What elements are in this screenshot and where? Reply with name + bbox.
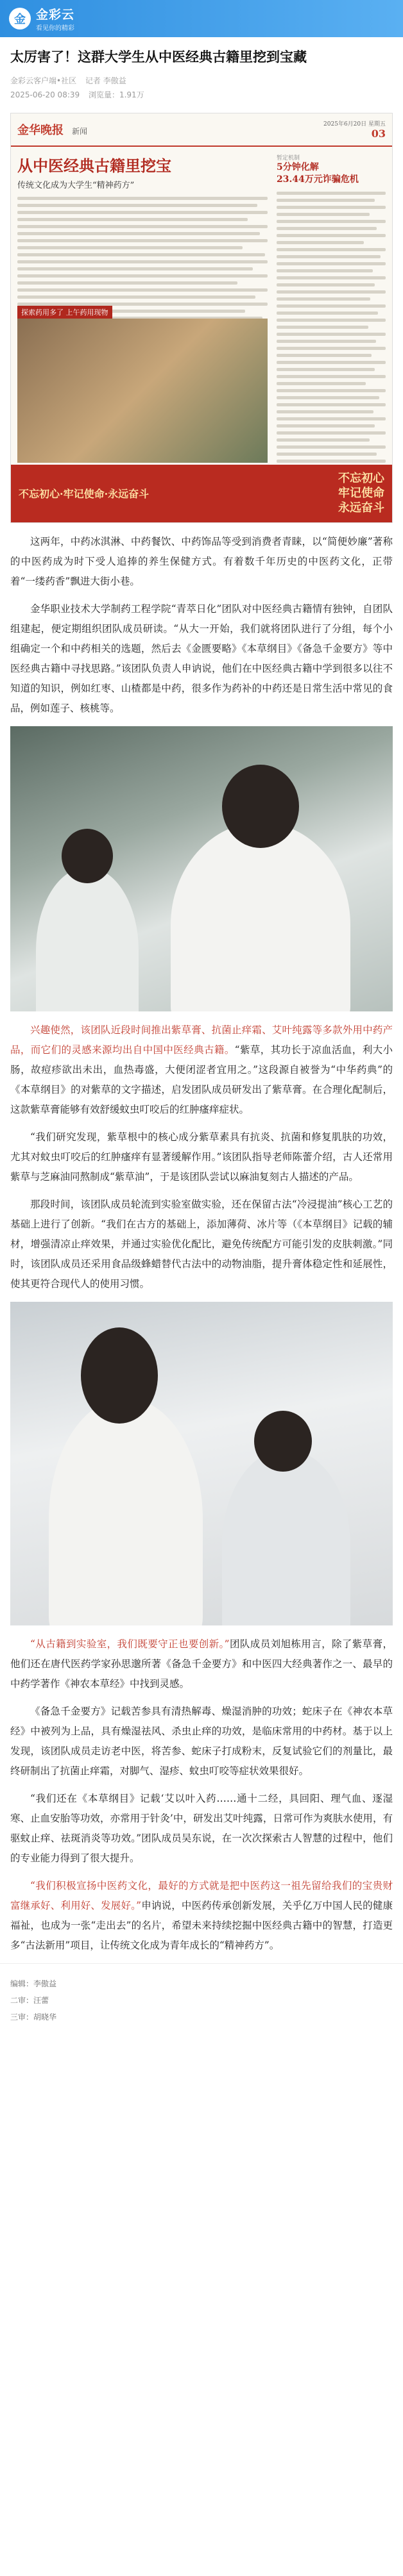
article-views: 浏览量：1.91万 <box>88 90 144 100</box>
newspaper-photo <box>17 319 268 463</box>
paragraph-8: “我们还在《本草纲目》记载‘艾以叶入药……通十二经，具回阳、理气血、逐湿寒、止血安胎等功效，亦常用于针灸’中，研发出艾叶纯露，日常可作为爽肤水使用，有驱蚊止痒、祛斑消炎等功效。”团队成员吴东说，在一次次探索古人智慧的过程中，他们的专业能力得到了很大提升。 <box>10 1792 393 1864</box>
article-source[interactable]: 金彩云客户端•社区 <box>10 76 77 86</box>
app-logo-text <box>36 5 74 32</box>
third-review-credit: 三审：胡晓华 <box>10 2013 57 2022</box>
paragraph-3-highlight: 兴趣使然，该团队近段时间推出紫草膏、抗菌止痒霜、艾叶纯露等多款外用中药产品，而它们的灵感来源均出自中国中医经典古籍。 <box>10 1024 393 1056</box>
side-kicker: 暂定机制 <box>277 154 300 162</box>
second-review-credit: 二审：汪蕾 <box>10 1996 49 2006</box>
paragraph-2: 金华职业技术大学制药工程学院“青萃日化”团队对中医经典古籍情有独钟，自团队组建起，便定期组织团队成员研读。“从大一开始，我们就将团队进行了分组，每个小组确定一个和中药相关的选题，然后去《金匮要略》《本草纲目》《备急千金要方》等中医经典古籍中寻找思路。”该团队负责人申讷说，他们在中医经典古籍中学到很多以往不知道的知识，例如红枣、山楂都是中药，很多作为药补的中药还是日常生活中常见的食品，例如莲子、核桃等。 <box>10 602 393 714</box>
newspaper-headline: 从中医经典古籍里挖宝 <box>17 156 171 175</box>
article-datetime: 2025-06-20 08:39 <box>10 90 80 100</box>
paragraph-3-rest: “紫草，其功长于凉血活血，利大小肠，故痘疹欲出未出，血热毒盛，大便闭涩者宜用之。”这段源自被誉为“中华药典”的《本草纲目》的对紫草的文字描述，启发团队成员研发出了紫草膏。在合理化配制后，这款紫草膏能够有效舒缓蚊虫叮咬后的红肿瘙痒症状。 <box>10 1043 393 1115</box>
app-name: 金彩云 <box>36 8 75 22</box>
editor-credit: 编辑：李傲益 <box>10 1979 57 1988</box>
paragraph-4: “我们研究发现，紫草根中的核心成分紫草素具有抗炎、抗菌和修复肌肤的功效，尤其对蚊虫叮咬后的红肿瘙痒有显著缓解作用。”该团队指导老师陈蕾介绍，古人还常用紫草与芝麻油同熬制成“紫草油”，于是该团队尝试以麻油复刻古人描述的产品。 <box>10 1131 393 1183</box>
app-logo-icon[interactable]: 金 <box>9 8 31 29</box>
banner-slogan: 不忘初心·牢记使命·永远奋斗 <box>19 488 150 501</box>
side-headline-2: 23.44万元诈骗危机 <box>277 174 359 185</box>
article-body <box>0 523 403 1956</box>
article-footer <box>0 1963 403 2045</box>
lab-photo-2[interactable] <box>10 1302 393 1625</box>
paragraph-6-rest: 团队成员刘旭栋用言，除了紫草膏，他们还在唐代医药学家孙思邈所著《备急千金要方》和中医四大经典著作之一、最早的中药学著作《神农本草经》中找到灵感。 <box>10 1638 393 1690</box>
newspaper-page-image[interactable] <box>10 113 393 523</box>
article-header <box>0 37 403 108</box>
banner-slogan-stack: 不忘初心 牢记使命 永远奋斗 <box>338 471 384 515</box>
article-meta <box>10 74 393 102</box>
paragraph-3 <box>10 1020 393 1120</box>
paragraph-1: 这两年，中药冰淇淋、中药餐饮、中药饰品等受到消费者青睐，以“简便妙廉”著称的中医药成为时下受人追捧的养生保健方式。有着数千年历史的中医药文化，正带着“一缕药香”飘进大街小巷。 <box>10 535 393 587</box>
paragraph-6-highlight: “从古籍到实验室，我们既要守正也要创新。” <box>30 1638 230 1650</box>
paragraph-9-highlight: “我们积极宣扬中医药文化，最好的方式就是把中医药这一祖先留给我们的宝贵财富继承好、利用好、发展好。” <box>10 1879 393 1911</box>
lab-photo-1[interactable] <box>10 726 393 1011</box>
newspaper-ad-banner <box>11 465 392 522</box>
paragraph-9 <box>10 1876 393 1956</box>
paragraph-7: 《备急千金要方》记载苦参具有清热解毒、燥湿消肿的功效；蛇床子在《神农本草经》中被列为上品，具有燥湿祛风、杀虫止痒的功效，是临床常用的中药材。基于以上发现，该团队成员走访老中医，将苦参、蛇床子打成粉末，反复试验它们的剂量比，最终研制出了抗菌止痒霜，对脚气、湿疹、蚊虫叮咬等症状效果很好。 <box>10 1705 393 1777</box>
paragraph-6 <box>10 1634 393 1694</box>
newspaper-photo-caption: 探索药用多了 上午药用现物 <box>17 306 112 319</box>
article-title: 太厉害了！这群大学生从中医经典古籍里挖到宝藏 <box>10 49 307 65</box>
newspaper-subhead: 传统文化成为大学生“精神药方” <box>17 180 135 190</box>
app-header <box>0 0 403 37</box>
newspaper-masthead <box>11 113 392 147</box>
newspaper-section: 新闻 <box>72 126 88 136</box>
app-slogan: 看见你的精彩 <box>36 25 74 32</box>
paragraph-9-rest: 申讷说，中医药传承创新发展，关乎亿万中国人民的健康福祉，也成为一张“走出去”的名片，希望未来持续挖掘中医经典古籍中的智慧，打造更多“古法新用”项目，让传统文化成为青年成长的“精神药方”。 <box>10 1899 393 1951</box>
paragraph-5: 那段时间，该团队成员轮流到实验室做实验，还在保留古法“冷浸提油”核心工艺的基础上进行了创新。“我们在古方的基础上，添加薄荷、冰片等（《本草纲目》记载的辅材，增强清凉止痒效果，并通过实验优化配比，避免传统配方可能引发的皮肤刺激。”同时，该团队成员还采用食品级蜂蜡替代古法中的动物油脂，提升膏体稳定性和延展性，使其更符合现代人的使用习惯。 <box>10 1198 393 1290</box>
article-reporter: 记者 李傲益 <box>85 76 126 86</box>
side-headline-1: 5分钟化解 <box>277 162 319 172</box>
newspaper-brand: 金华晚报 <box>17 123 64 137</box>
newspaper-page-number: 03 <box>371 127 386 140</box>
newspaper-date: 2025年6月20日 星期五 <box>323 120 386 128</box>
